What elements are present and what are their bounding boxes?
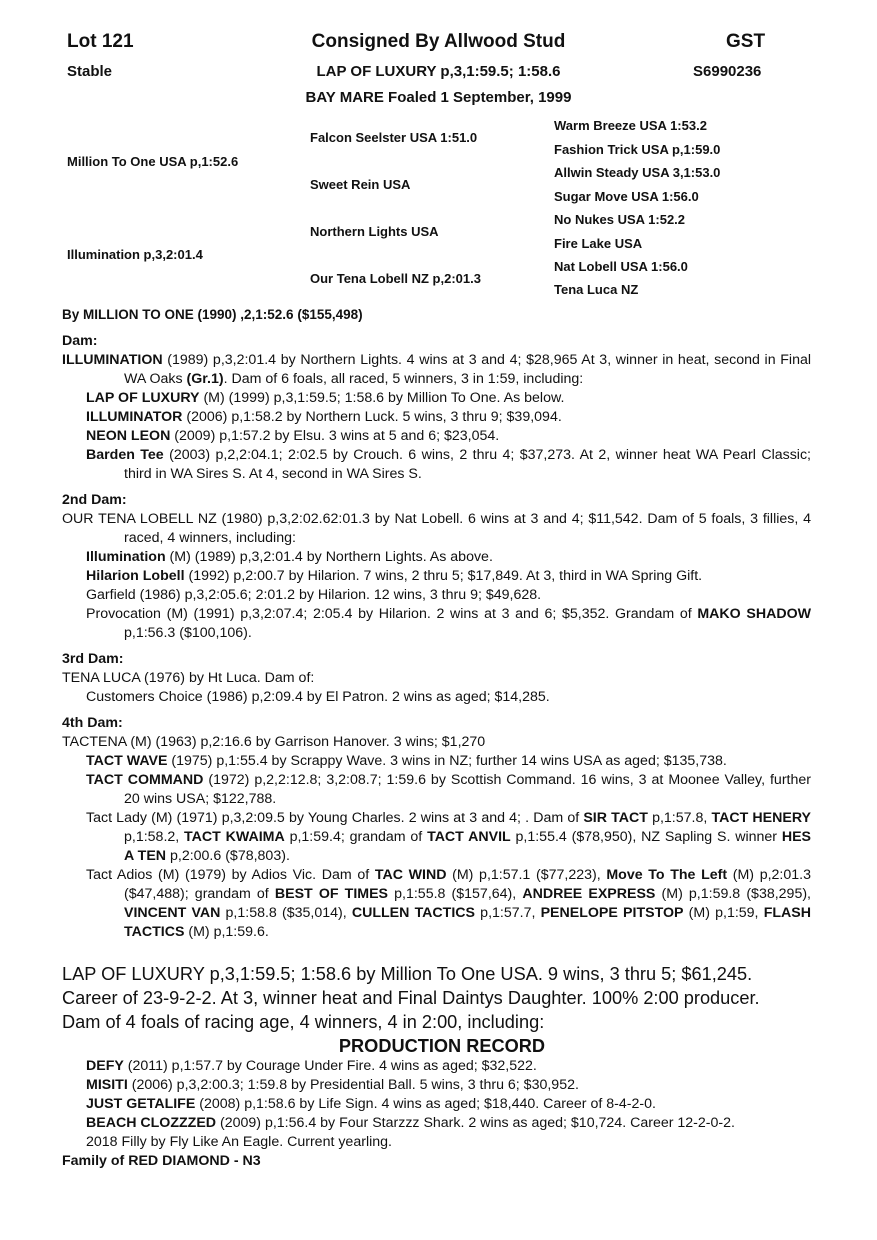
second-dam-heading: 2nd Dam:: [62, 492, 127, 508]
code: GST: [726, 31, 766, 52]
fourth-dam-progeny: Tact Adios (M) (1979) by Adios Vic. Dam of TAC WIND (M) p,1:57.1 ($77,223), Move To The Left (M) p,2:01.3 ($47,488); grandam of BEST OF TIMES p,1:55.8 ($157,64), ANDREE EXPRESS (M) p,1:59.8 ($38,295), VINCENT VAN p,1:58.8 ($35,014), CULLEN TACTICS p,1:57.7, PENELOPE PITSTOP (M) p,1:59, FLASH TACTICS (M) p,1:59.6.: [86, 867, 811, 940]
dam-progeny: LAP OF LUXURY (M) (1999) p,3,1:59.5; 1:58.6 by Million To One. As below.: [86, 390, 565, 406]
pedigree-dam-dam: Our Tena Lobell NZ p,2:01.3: [310, 271, 481, 286]
second-dam-main: OUR TENA LOBELL NZ (1980) p,3,2:02.62:01.3 by Nat Lobell. 6 wins at 3 and 4; $11,542. Dam of 5 foals, 3 fillies, 4 raced, 4 winners, including:: [62, 511, 811, 546]
summary-line: Dam of 4 foals of racing age, 4 winners, 4 in 2:00, including:: [62, 1012, 545, 1032]
dam-progeny: Barden Tee (2003) p,2,2:04.1; 2:02.5 by Crouch. 6 wins, 2 thru 4; $37,273. At 2, winner heat WA Pearl Classic; third in WA Sires S. At 4, second in WA Sires S.: [86, 447, 811, 482]
production-item: MISITI (2006) p,3,2:00.3; 1:59.8 by Presidential Ball. 5 wins, 3 thru 6; $30,952.: [86, 1077, 579, 1093]
dam-name: ILLUMINATION: [62, 352, 163, 368]
pedigree-gen3: Tena Luca NZ: [554, 282, 639, 297]
consignor: Consigned By Allwood Stud: [311, 31, 566, 52]
production-item: JUST GETALIFE (2008) p,1:58.6 by Life Sign. 4 wins as aged; $18,440. Career of 8-4-2-0.: [86, 1096, 656, 1112]
pedigree-sire: Million To One USA p,1:52.6: [67, 154, 239, 169]
third-dam-progeny: Customers Choice (1986) p,2:09.4 by El Patron. 2 wins as aged; $14,285.: [86, 689, 550, 705]
third-dam-main: TENA LUCA (1976) by Ht Luca. Dam of:: [62, 670, 315, 686]
pedigree-gen3: Fire Lake USA: [554, 236, 643, 251]
second-dam-progeny: Illumination (M) (1989) p,3,2:01.4 by Northern Lights. As above.: [86, 549, 493, 565]
pedigree-dam: Illumination p,3,2:01.4: [67, 247, 203, 262]
sire-line: By MILLION TO ONE (1990) ,2,1:52.6 ($155,498): [62, 307, 363, 322]
third-dam-heading: 3rd Dam:: [62, 651, 124, 667]
horse-description: BAY MARE Foaled 1 September, 1999: [305, 89, 572, 106]
production-record: [62, 1057, 822, 1171]
pedigree-gen3: No Nukes USA 1:52.2: [554, 212, 686, 227]
production-item: BEACH CLOZZZED (2009) p,1:56.4 by Four Starzzz Shark. 2 wins as aged; $10,724. Career 12-2-0-2.: [86, 1115, 735, 1131]
pedigree-sire-dam: Sweet Rein USA: [310, 177, 411, 192]
summary-line: Career of 23-9-2-2. At 3, winner heat and Final Daintys Daughter. 100% 2:00 producer.: [62, 988, 760, 1008]
summary: [62, 962, 822, 1058]
dam-progeny: ILLUMINATOR (2006) p,1:58.2 by Northern Luck. 5 wins, 3 thru 9; $39,094.: [86, 409, 562, 425]
production-item: DEFY (2011) p,1:57.7 by Courage Under Fire. 4 wins as aged; $32,522.: [86, 1058, 537, 1074]
second-dam-progeny: Hilarion Lobell (1992) p,2:00.7 by Hilarion. 7 wins, 2 thru 5; $17,849. At 3, third in WA Spring Gift.: [86, 568, 703, 584]
pedigree-notes: [62, 332, 811, 942]
lot-number: Lot 121: [67, 31, 134, 52]
second-dam-progeny: Garfield (1986) p,3,2:05.6; 2:01.2 by Hilarion. 12 wins, 3 thru 9; $49,628.: [86, 587, 542, 603]
dam-progeny: NEON LEON (2009) p,1:57.2 by Elsu. 3 wins at 5 and 6; $23,054.: [86, 428, 500, 444]
pedigree-gen3: Sugar Move USA 1:56.0: [554, 189, 699, 204]
horse-title: LAP OF LUXURY p,3,1:59.5; 1:58.6: [316, 63, 561, 80]
fourth-dam-progeny: TACT COMMAND (1972) p,2,2:12.8; 3,2:08.7; 1:59.6 by Scottish Command. 16 wins, 3 at Moonee Valley, further 20 wins USA; $122,788.: [86, 772, 811, 807]
pedigree-sire-sire: Falcon Seelster USA 1:51.0: [310, 130, 478, 145]
production-record-heading: PRODUCTION RECORD: [338, 1036, 546, 1056]
pedigree-gen3: Fashion Trick USA p,1:59.0: [554, 142, 721, 157]
pedigree-gen3: Nat Lobell USA 1:56.0: [554, 259, 688, 274]
fourth-dam-progeny: Tact Lady (M) (1971) p,3,2:09.5 by Young Charles. 2 wins at 3 and 4; . Dam of SIR TACT p,1:57.8, TACT HENERY p,1:58.2, TACT KWAIMA p,1:59.4; grandam of TACT ANVIL p,1:55.4 ($78,950), NZ Sapling S. winner HES A TEN p,2:00.6 ($78,803).: [86, 810, 811, 864]
dam-main: ILLUMINATION (1989) p,3,2:01.4 by Northern Lights. 4 wins at 3 and 4; $28,965 At 3, winner in heat, second in Final WA Oaks (Gr.1). Dam of 6 foals, all raced, 5 winners, 3 in 1:59, including:: [62, 352, 811, 387]
fourth-dam-main: TACTENA (M) (1963) p,2:16.6 by Garrison Hanover. 3 wins; $1,270: [62, 734, 486, 750]
fourth-dam-heading: 4th Dam:: [62, 715, 123, 731]
summary-line: LAP OF LUXURY p,3,1:59.5; 1:58.6 by Million To One USA. 9 wins, 3 thru 5; $61,245.: [62, 964, 753, 984]
second-dam-progeny: Provocation (M) (1991) p,3,2:07.4; 2:05.4 by Hilarion. 2 wins at 3 and 6; $5,352. Grandam of MAKO SHADOW p,1:56.3 ($100,106).: [86, 606, 811, 641]
fourth-dam-progeny: TACT WAVE (1975) p,1:55.4 by Scrappy Wave. 3 wins in NZ; further 14 wins USA as aged; $135,738.: [86, 753, 727, 769]
location: Stable: [67, 63, 113, 80]
pedigree-gen3: Allwin Steady USA 3,1:53.0: [554, 165, 721, 180]
family-line: Family of RED DIAMOND - N3: [62, 1153, 261, 1169]
pedigree-dam-sire: Northern Lights USA: [310, 224, 439, 239]
dam-heading: Dam:: [62, 333, 98, 349]
pedigree-gen3: Warm Breeze USA 1:53.2: [554, 118, 707, 133]
id-number: S6990236: [693, 63, 762, 80]
production-item: 2018 Filly by Fly Like An Eagle. Current yearling.: [86, 1134, 392, 1150]
